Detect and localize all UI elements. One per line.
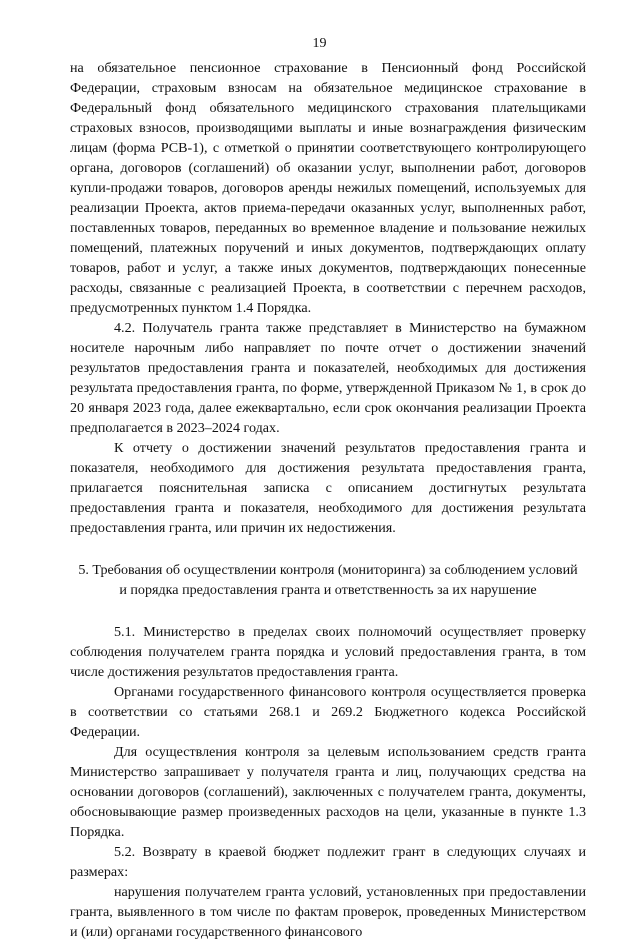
paragraph-continuation: на обязательное пенсионное страхование в Пенсионный фонд Российской Федерации, страховым взносам на обязательное медицинское страхование в Федеральный фонд обязательного медицинского страхования плательщиками страховых взносов, производящими выплаты и иные вознаграждения физическим лицам (форма РСВ-1), с отметкой о принятии соответствующего контролирующего органа, договоров (соглашений) об оказании услуг, выполнении работ, договоров купли-продажи товаров, договоров аренды нежилых помещений, используемых для реализации Проекта, актов приема-передачи оказанных услуг, выполненных работ, поставленных товаров, переданных во временное владение и пользование нежилых помещений, платежных поручений и иных документов, подтверждающих оплату товаров, работ и услуг, а также иных документов, подтверждающих понесенные расходы, связанные с реализацией Проекта, в соответствии с перечнем расходов, предусмотренных пунктом 1.4 Порядка. <box>70 60 586 316</box>
paragraph-5-2: 5.2. Возврату в краевой бюджет подлежит грант в следующих случаях и размерах: <box>70 844 586 880</box>
paragraph-4-2: 4.2. Получатель гранта также представляет в Министерство на бумажном носителе нарочным либо направляет по почте отчет о достижении значений результатов предоставления гранта и показателей, необходимых для достижения результата предоставления гранта, по форме, утвержденной Приказом № 1, в срок до 20 января 2023 года, далее ежеквартально, если срок окончания реализации Проекта предполагается в 2023–2024 годах. <box>70 320 586 436</box>
paragraph-financial-control: Органами государственного финансового контроля осуществляется проверка в соответствии со статьями 268.1 и 269.2 Бюджетного кодекса Российской Федерации. <box>70 684 586 740</box>
document-body <box>70 58 586 942</box>
paragraph-violation: нарушения получателем гранта условий, установленных при предоставлении гранта, выявленного в том числе по фактам проверок, проведенных Министерством и (или) органами государственного финансового <box>70 884 586 940</box>
page-number: 19 <box>312 36 327 51</box>
paragraph-5-1: 5.1. Министерство в пределах своих полномочий осуществляет проверку соблюдения получателем гранта порядка и условий предоставления гранта, в том числе достижения результатов предоставления гранта. <box>70 624 586 680</box>
paragraph-report-attachment: К отчету о достижении значений результатов предоставления гранта и показателя, необходимого для достижения результата предоставления гранта, прилагается пояснительная записка с описанием достигнутых результата предоставления гранта и показателя, необходимого для достижения результата предоставления гранта, или причин их недостижения. <box>70 440 586 536</box>
paragraph-target-use-control: Для осуществления контроля за целевым использованием средств гранта Министерство запрашивает у получателя гранта и лиц, получающих средства на основании договоров (соглашений), заключенных с получателем гранта, документы, обосновывающие размер произведенных расходов на цели, указанные в пункте 1.3 Порядка. <box>70 744 586 840</box>
spacer <box>70 600 586 622</box>
spacer <box>70 538 586 560</box>
section-5-heading: 5. Требования об осуществлении контроля (мониторинга) за соблюдением условий и порядка предоставления гранта и ответственность за их нарушение <box>78 562 578 598</box>
